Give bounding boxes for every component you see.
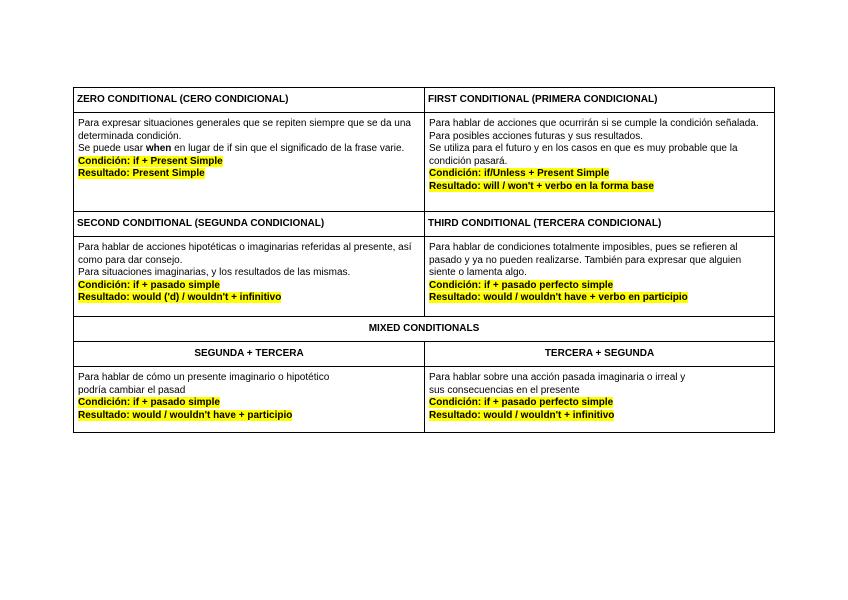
zero-result: Resultado: Present Simple [78, 168, 205, 179]
table-row [74, 317, 775, 342]
mixed-left-condition: Condición: if + pasado simple [78, 397, 220, 408]
mixed-right-result: Resultado: would / wouldn't + infinitivo [429, 409, 615, 421]
second-result: Resultado: would ('d) / wouldn't + infinitivo [78, 292, 282, 303]
first-description: Para hablar de acciones que ocurrirán si se cumple la condición señalada. [429, 118, 759, 129]
third-condition: Condición: if + pasado perfecto simple [429, 279, 614, 291]
mixed-right-cell [425, 367, 775, 433]
second-conditional-cell [74, 237, 425, 317]
third-description: Para hablar de condiciones totalmente imposibles, pues se refieren al pasado y ya no pueden realizarse. También para expresar que alguien siente o lamenta algo. [429, 242, 742, 278]
first-result: Resultado: will / won't + verbo en la forma base [429, 180, 654, 192]
first-description-3: Se utiliza para el futuro y en los casos en que es muy probable que la condición pasará. [429, 143, 738, 167]
third-conditional-cell [425, 237, 775, 317]
first-conditional-title: FIRST CONDITIONAL (PRIMERA CONDICIONAL) [425, 88, 775, 113]
table-row [74, 212, 775, 237]
table-row [74, 237, 775, 317]
zero-conditional-title: ZERO CONDITIONAL (CERO CONDICIONAL) [74, 88, 425, 113]
zero-when-note-post: en lugar de if sin que el significado de la frase varie. [171, 143, 405, 154]
mixed-conditionals-title: MIXED CONDITIONALS [74, 317, 775, 342]
table-row [74, 367, 775, 433]
zero-when-note-pre: Se puede usar [78, 143, 146, 154]
mixed-right-description-2: sus consecuencias en el presente [429, 384, 580, 396]
table-row [74, 113, 775, 212]
mixed-left-cell [74, 367, 425, 433]
mixed-left-description-2: podría cambiar el pasad [78, 384, 186, 396]
mixed-right-title: TERCERA + SEGUNDA [425, 342, 775, 367]
zero-when-note [78, 143, 420, 156]
second-description-2: Para situaciones imaginarias, y los resultados de las mismas. [78, 267, 351, 278]
mixed-right-description: Para hablar sobre una acción pasada imaginaria o irreal y [429, 372, 686, 383]
zero-conditional-cell [74, 113, 425, 212]
mixed-left-title: SEGUNDA + TERCERA [74, 342, 425, 367]
conditionals-table [73, 87, 775, 433]
zero-when-keyword: when [145, 143, 172, 154]
table-row [74, 342, 775, 367]
zero-description: Para expresar situaciones generales que se repiten siempre que se da una determinada condición. [78, 118, 411, 142]
mixed-left-result: Resultado: would / wouldn't have + participio [78, 409, 293, 421]
first-conditional-cell [425, 113, 775, 212]
mixed-left-description: Para hablar de cómo un presente imaginario o hipotético [78, 372, 330, 383]
table-row [74, 88, 775, 113]
first-condition: Condición: if/Unless + Present Simple [429, 168, 610, 179]
second-conditional-title: SECOND CONDITIONAL (SEGUNDA CONDICIONAL) [74, 212, 425, 237]
first-description-2: Para posibles acciones futuras y sus resultados. [429, 130, 643, 142]
second-description: Para hablar de acciones hipotéticas o imaginarias referidas al presente, así como para dar consejo. [78, 242, 412, 266]
third-conditional-title: THIRD CONDITIONAL (TERCERA CONDICIONAL) [425, 212, 775, 237]
third-result: Resultado: would / wouldn't have + verbo en participio [429, 292, 688, 303]
zero-condition: Condición: if + Present Simple [78, 155, 223, 167]
second-condition: Condición: if + pasado simple [78, 279, 220, 291]
mixed-right-condition: Condición: if + pasado perfecto simple [429, 397, 614, 408]
